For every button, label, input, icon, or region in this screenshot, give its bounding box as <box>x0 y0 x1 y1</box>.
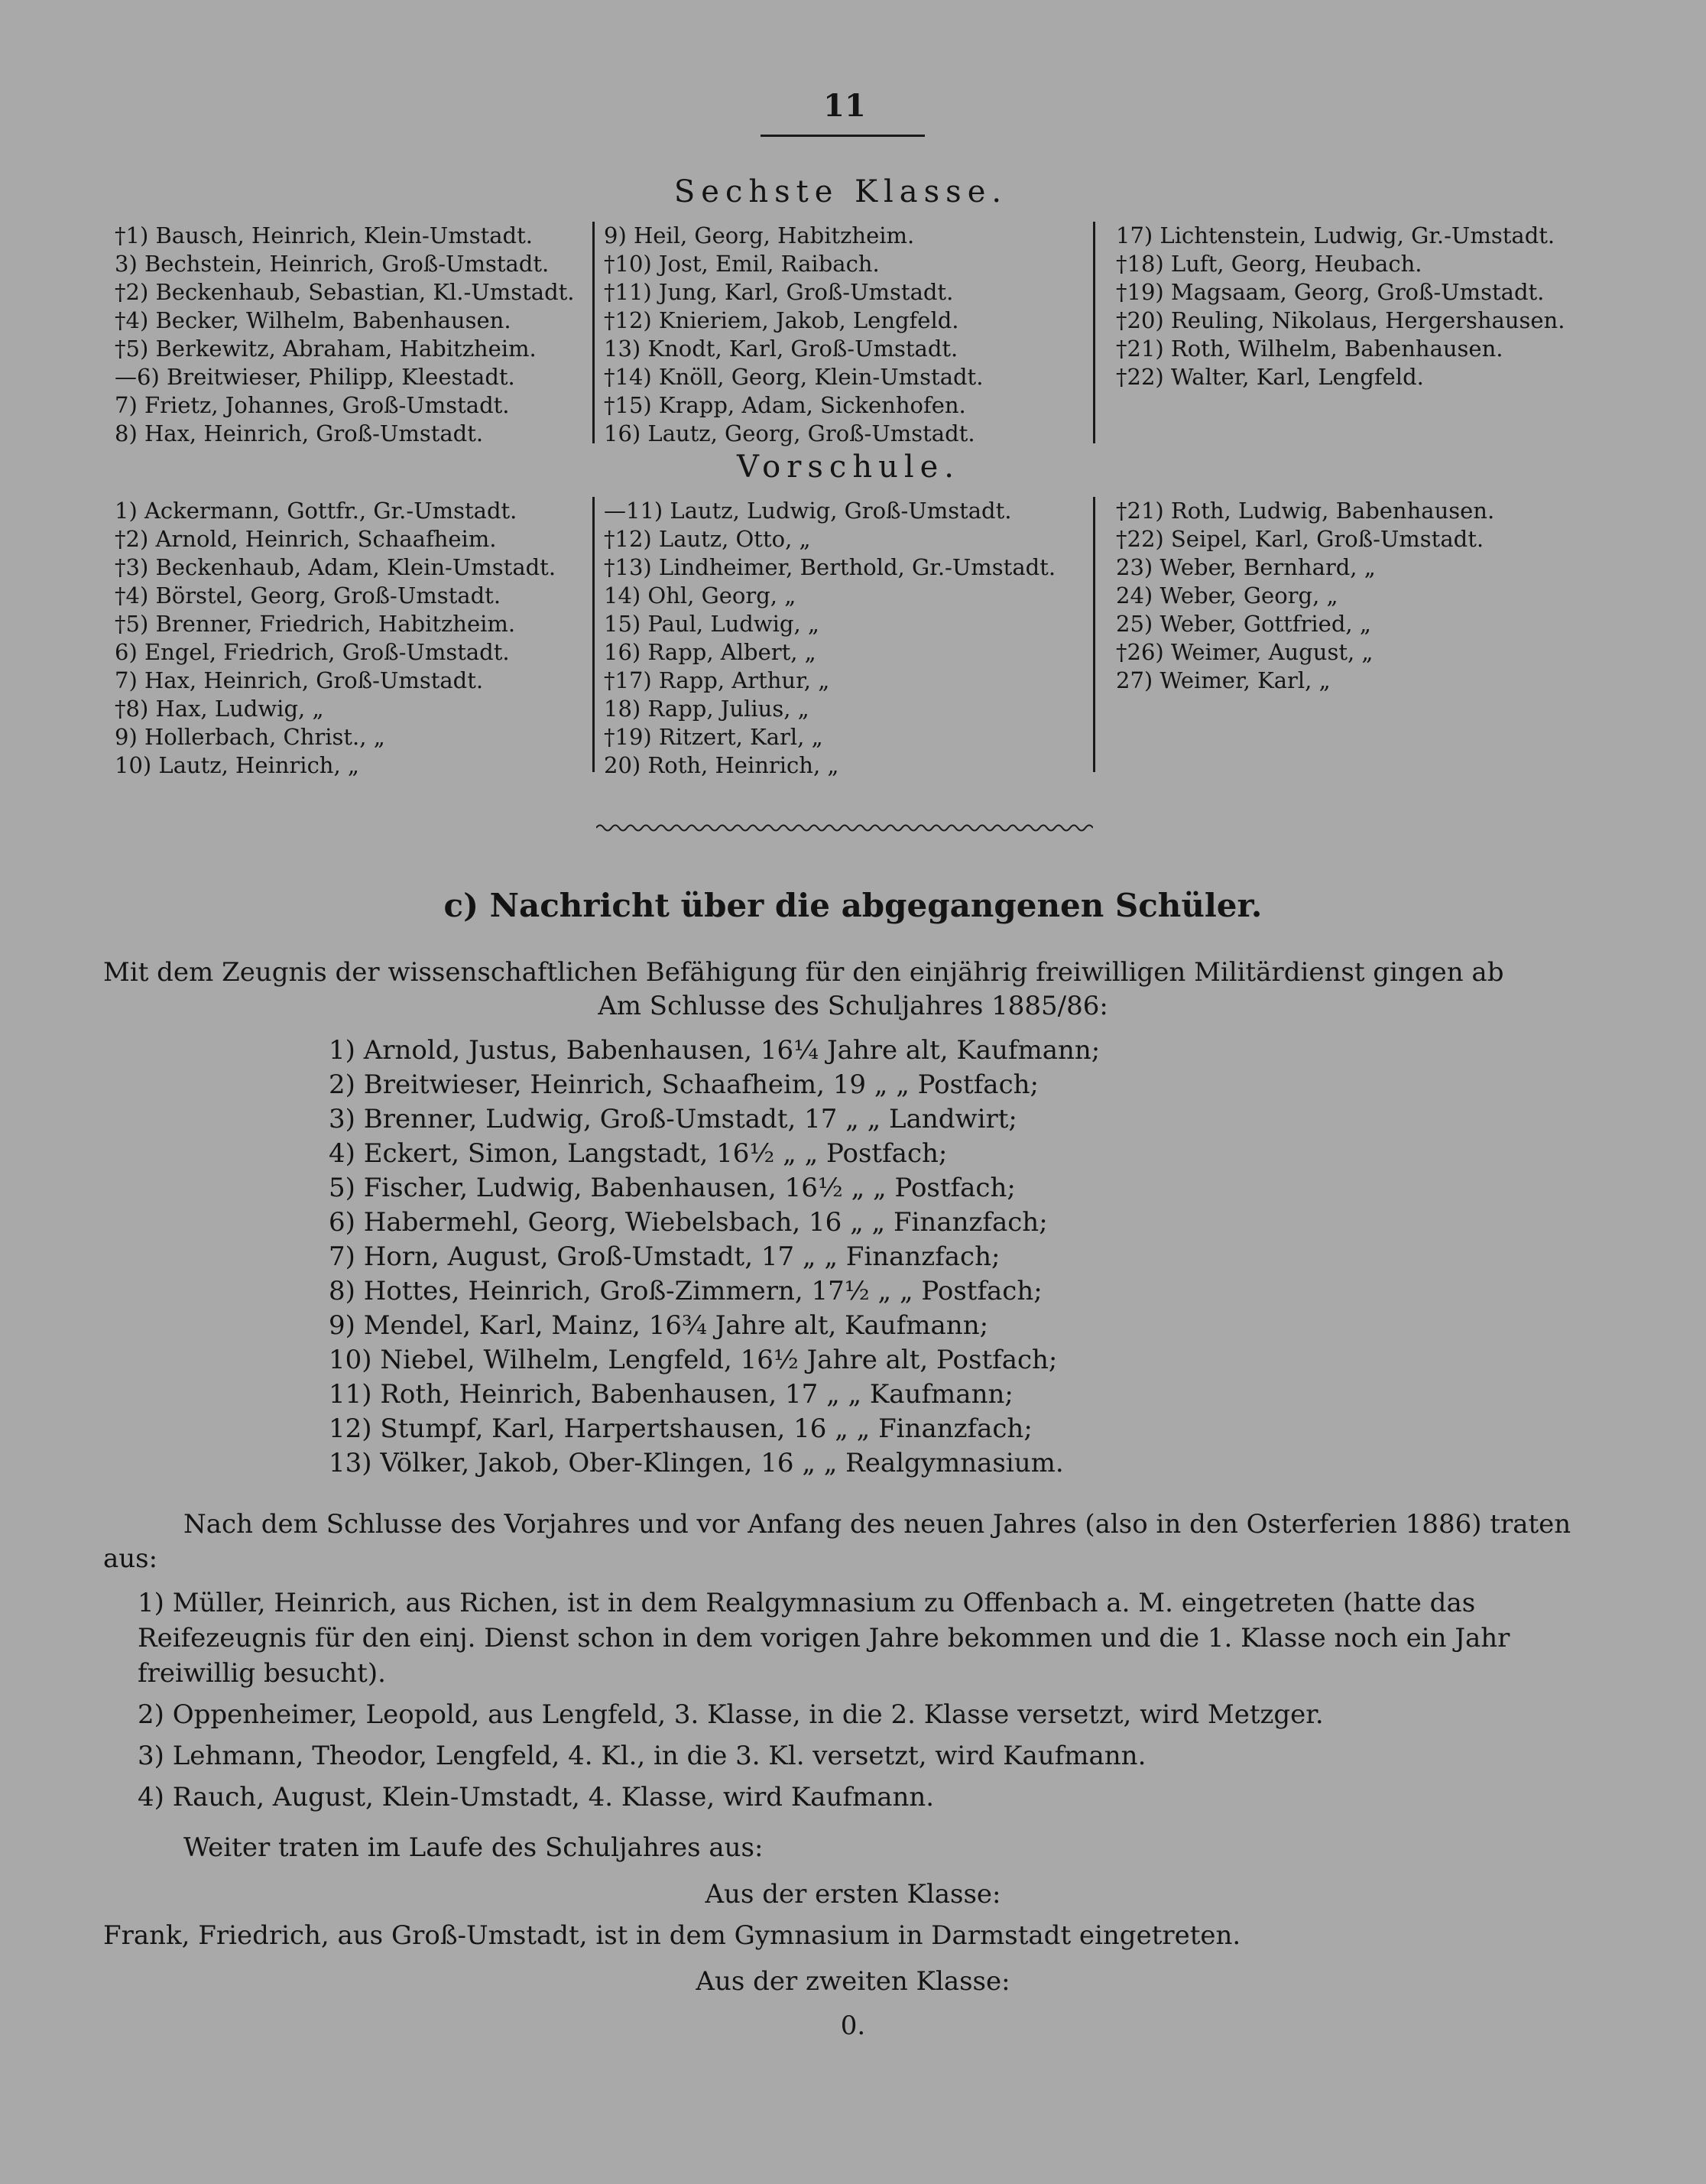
student-entry: 14) Ohl, Georg, „ <box>604 583 796 608</box>
student-entry: †2) Arnold, Heinrich, Schaafheim. <box>115 526 497 552</box>
departure-entry: 1) Müller, Heinrich, aus Richen, ist in dem Realgymnasium zu Offenbach a. M. eingetreten (hatte das Reifezeugnis für den einj. Dienst schon in dem vorigen Jahre bekommen und die 1. Klasse noch ein Jahr freiwillig besucht). <box>138 1588 1510 1689</box>
graduate-entry: 8) Hottes, Heinrich, Groß-Zimmern, 17½ „ „ Postfach; <box>329 1276 1043 1306</box>
student-entry: †2) Beckenhaub, Sebastian, Kl.-Umstadt. <box>115 279 575 305</box>
student-entry: †10) Jost, Emil, Raibach. <box>604 251 880 277</box>
student-entry: —11) Lautz, Ludwig, Groß-Umstadt. <box>604 498 1012 524</box>
student-entry: †22) Seipel, Karl, Groß-Umstadt. <box>1116 526 1484 552</box>
student-entry: †4) Börstel, Georg, Groß-Umstadt. <box>115 583 501 608</box>
left-during-year-intro: Weiter traten im Laufe des Schuljahres aus: <box>183 1832 764 1863</box>
student-entry: 3) Bechstein, Heinrich, Groß-Umstadt. <box>115 251 550 277</box>
student-entry: †21) Roth, Ludwig, Babenhausen. <box>1116 498 1495 524</box>
left-before-year-list <box>138 1585 1590 1821</box>
student-entry: 16) Rapp, Albert, „ <box>604 639 816 665</box>
student-entry: 15) Paul, Ludwig, „ <box>604 611 819 637</box>
graduate-entry: 5) Fischer, Ludwig, Babenhausen, 16½ „ „ Postfach; <box>329 1173 1016 1203</box>
second-class-heading: Aus der zweiten Klasse: <box>696 1966 1010 1997</box>
student-entry: †12) Lautz, Otto, „ <box>604 526 811 552</box>
student-entry: †19) Magsaam, Georg, Groß-Umstadt. <box>1116 279 1545 305</box>
section-c-heading: c) Nachricht über die abgegangenen Schüler. <box>443 887 1263 924</box>
graduate-entry: 2) Breitwieser, Heinrich, Schaafheim, 19 „ „ Postfach; <box>329 1069 1039 1100</box>
graduate-entry: 10) Niebel, Wilhelm, Lengfeld, 16½ Jahre alt, Postfach; <box>329 1345 1058 1375</box>
student-entry: 1) Ackermann, Gottfr., Gr.-Umstadt. <box>115 498 517 524</box>
left-before-year-intro: Nach dem Schlusse des Vorjahres und vor Anfang des neuen Jahres (also in den Osterferien 1886) traten aus: <box>103 1509 1571 1574</box>
student-entry: †14) Knöll, Georg, Klein-Umstadt. <box>604 364 984 390</box>
student-entry: 9) Hollerbach, Christ., „ <box>115 724 385 750</box>
graduate-entry: 7) Horn, August, Groß-Umstadt, 17 „ „ Finanzfach; <box>329 1241 1001 1272</box>
column-divider <box>1093 497 1095 772</box>
graduate-entry: 3) Brenner, Ludwig, Groß-Umstadt, 17 „ „ Landwirt; <box>329 1104 1017 1134</box>
student-entry: †4) Becker, Wilhelm, Babenhausen. <box>115 307 511 333</box>
departure-entry: 2) Oppenheimer, Leopold, aus Lengfeld, 3. Klasse, in die 2. Klasse versetzt, wird Metzger. <box>138 1699 1324 1730</box>
wavy-divider <box>596 823 1093 833</box>
graduate-entry: 6) Habermehl, Georg, Wiebelsbach, 16 „ „ Finanzfach; <box>329 1207 1048 1238</box>
student-entry: 27) Weimer, Karl, „ <box>1116 667 1331 693</box>
student-entry: †12) Knieriem, Jakob, Lengfeld. <box>604 307 959 333</box>
student-entry: 16) Lautz, Georg, Groß-Umstadt. <box>604 420 975 446</box>
first-class-heading: Aus der ersten Klasse: <box>705 1879 1001 1910</box>
student-entry: †17) Rapp, Arthur, „ <box>604 667 830 693</box>
student-entry: †11) Jung, Karl, Groß-Umstadt. <box>604 279 954 305</box>
graduate-entry: 1) Arnold, Justus, Babenhausen, 16¼ Jahre alt, Kaufmann; <box>329 1035 1101 1066</box>
graduates-intro-line2: Am Schlusse des Schuljahres 1885/86: <box>598 991 1108 1021</box>
student-entry: †8) Hax, Ludwig, „ <box>115 696 324 722</box>
student-entry: 8) Hax, Heinrich, Groß-Umstadt. <box>115 420 484 446</box>
student-entry: †21) Roth, Wilhelm, Babenhausen. <box>1116 336 1503 362</box>
page-number-rule <box>761 135 925 137</box>
graduate-entry: 13) Völker, Jakob, Ober-Klingen, 16 „ „ Realgymnasium. <box>329 1448 1064 1478</box>
student-entry: †18) Luft, Georg, Heubach. <box>1116 251 1422 277</box>
student-entry: 9) Heil, Georg, Habitzheim. <box>604 222 915 248</box>
vorschule-title: Vorschule. <box>736 449 961 485</box>
graduates-list <box>329 1034 1100 1481</box>
page-number: 11 <box>823 88 866 124</box>
student-entry: 6) Engel, Friedrich, Groß-Umstadt. <box>115 639 510 665</box>
graduates-intro: Mit dem Zeugnis der wissenschaftlichen Befähigung für den einjährig freiwilligen Militärdienst gingen ab <box>103 957 1504 988</box>
student-entry: 10) Lautz, Heinrich, „ <box>115 752 359 778</box>
sixth-class-column-2 <box>604 222 983 448</box>
student-entry: †15) Krapp, Adam, Sickenhofen. <box>604 392 966 418</box>
student-entry: †19) Ritzert, Karl, „ <box>604 724 823 750</box>
vorschule-column-1 <box>115 497 556 780</box>
departure-entry: 3) Lehmann, Theodor, Lengfeld, 4. Kl., in die 3. Kl. versetzt, wird Kaufmann. <box>138 1741 1147 1771</box>
sixth-class-column-3 <box>1116 222 1565 391</box>
student-entry: 20) Roth, Heinrich, „ <box>604 752 839 778</box>
column-divider <box>592 222 595 443</box>
graduate-entry: 4) Eckert, Simon, Langstadt, 16½ „ „ Postfach; <box>329 1138 948 1169</box>
student-entry: †22) Walter, Karl, Lengfeld. <box>1116 364 1424 390</box>
student-entry: †20) Reuling, Nikolaus, Hergershausen. <box>1116 307 1565 333</box>
student-entry: †5) Brenner, Friedrich, Habitzheim. <box>115 611 516 637</box>
student-entry: †26) Weimer, August, „ <box>1116 639 1374 665</box>
first-class-text: Frank, Friedrich, aus Groß-Umstadt, ist in dem Gymnasium in Darmstadt eingetreten. <box>103 1920 1241 1951</box>
student-entry: 24) Weber, Georg, „ <box>1116 583 1338 608</box>
departure-entry: 4) Rauch, August, Klein-Umstadt, 4. Klasse, wird Kaufmann. <box>138 1782 935 1812</box>
column-divider <box>592 497 595 772</box>
student-entry: 23) Weber, Bernhard, „ <box>1116 554 1376 580</box>
student-entry: 13) Knodt, Karl, Groß-Umstadt. <box>604 336 958 362</box>
student-entry: †1) Bausch, Heinrich, Klein-Umstadt. <box>115 222 533 248</box>
student-entry: †5) Berkewitz, Abraham, Habitzheim. <box>115 336 537 362</box>
vorschule-column-3 <box>1116 497 1494 695</box>
column-divider <box>1093 222 1095 443</box>
student-entry: 18) Rapp, Julius, „ <box>604 696 809 722</box>
second-class-value: 0. <box>840 2010 866 2041</box>
student-entry: 7) Frietz, Johannes, Groß-Umstadt. <box>115 392 510 418</box>
student-entry: 7) Hax, Heinrich, Groß-Umstadt. <box>115 667 484 693</box>
graduate-entry: 11) Roth, Heinrich, Babenhausen, 17 „ „ Kaufmann; <box>329 1379 1014 1410</box>
sixth-class-title: Sechste Klasse. <box>673 174 1008 209</box>
student-entry: †3) Beckenhaub, Adam, Klein-Umstadt. <box>115 554 556 580</box>
student-entry: 17) Lichtenstein, Ludwig, Gr.-Umstadt. <box>1116 222 1555 248</box>
student-entry: 25) Weber, Gottfried, „ <box>1116 611 1371 637</box>
student-entry: †13) Lindheimer, Berthold, Gr.-Umstadt. <box>604 554 1056 580</box>
student-entry: —6) Breitwieser, Philipp, Kleestadt. <box>115 364 515 390</box>
vorschule-column-2 <box>604 497 1056 780</box>
graduate-entry: 9) Mendel, Karl, Mainz, 16¾ Jahre alt, Kaufmann; <box>329 1310 989 1341</box>
sixth-class-column-1 <box>115 222 575 448</box>
graduate-entry: 12) Stumpf, Karl, Harpertshausen, 16 „ „ Finanzfach; <box>329 1413 1033 1444</box>
